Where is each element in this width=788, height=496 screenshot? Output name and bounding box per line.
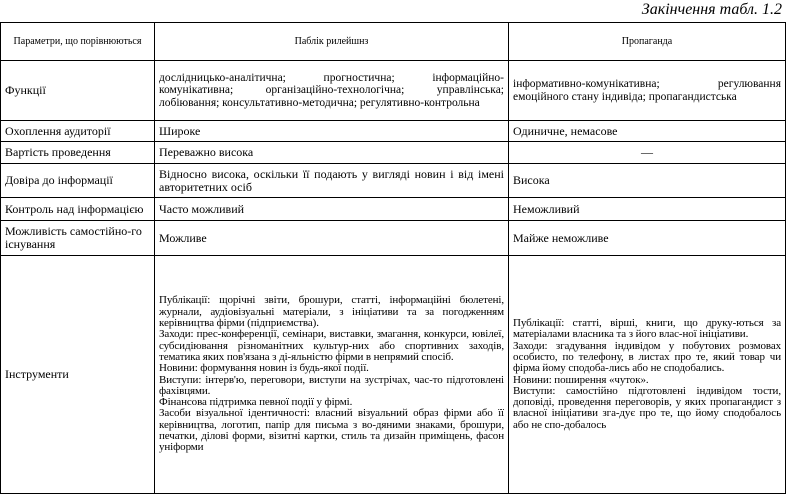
row-tools-prop xyxy=(509,256,786,494)
comparison-table xyxy=(0,22,786,494)
row-audience-prop: Одиничне, немасове xyxy=(509,121,786,142)
table-row xyxy=(1,256,786,494)
tools-pr-visual-identity: Засоби візуальної ідентичності: власний візуальний образ фірми або її керівництва, логотип, папір для письма з во-дяними знаками, брошури, печатки, ділові форми, візитні картки, стиль та дизайн приміщень, фасон уніформи xyxy=(159,407,504,454)
tools-pr-funding: Фінансова підтримка певної події у фірмі. xyxy=(159,396,353,409)
tools-prop-publications: Публікації: статті, вірші, книги, що друку-ються за матеріалами власника та з його влас-ної ініціативи. xyxy=(513,317,781,341)
row-tools-param: Інструменти xyxy=(1,256,155,494)
row-control-param: Контроль над інформацією xyxy=(1,198,155,221)
header-public-relations: Паблік рилейшнз xyxy=(155,23,509,61)
row-functions-param: Функції xyxy=(1,61,155,121)
row-audience-param: Охоплення аудиторії xyxy=(1,121,155,142)
tools-pr-publications: Публікації: щорічні звіти, брошури, статті, інформаційні бюлетені, журнали, аудіовізуальні матеріали, з ініціативи та за погодженням керівництва фірми (підприємства). xyxy=(159,294,504,330)
row-cost-prop: — xyxy=(509,142,786,164)
row-independence-prop: Майже неможливе xyxy=(509,221,786,256)
row-trust-param: Довіра до інформації xyxy=(1,164,155,198)
table-row xyxy=(1,221,786,256)
row-functions-prop: інформативно-комунікативна; регулювання емоційного стану індивіда; пропагандистська xyxy=(509,61,786,121)
row-functions-pr: дослідницько-аналітична; прогностична; інформаційно-комунікативна; організаційно-технологічна; управлінська; лобіювання; консультативно-методична; регулятивно-контрольна xyxy=(155,61,509,121)
table-row xyxy=(1,121,786,142)
row-trust-pr: Відносно висока, оскільки її подають у вигляді новин і від імені авторитетних осіб xyxy=(155,164,509,198)
tools-prop-news: Новини: поширення «чуток». xyxy=(513,373,649,386)
tools-prop-events: Заходи: згадування індивідом у побутових розмовах особисто, по телефону, в листах про те, який товар чи фірма йому сподоба-лись або не сподобались. xyxy=(513,339,781,375)
table-header-row xyxy=(1,23,786,61)
row-tools-pr xyxy=(155,256,509,494)
tools-prop-speeches: Виступи: самостійно підготовлені індивідом тости, доповіді, проведення переговорів, у яких пропагандист з власної ініціативи зга-дує про те, що йому сподобалось або не спо-добалось xyxy=(513,384,781,431)
row-audience-pr: Широке xyxy=(155,121,509,142)
row-independence-param: Можливість самостійно-го існування xyxy=(1,221,155,256)
row-cost-pr: Переважно висока xyxy=(155,142,509,164)
header-propaganda: Пропаганда xyxy=(509,23,786,61)
tools-pr-news: Новини: формування новин із будь-якої події. xyxy=(159,362,369,375)
tools-pr-speeches: Виступи: інтерв'ю, переговори, виступи на зустрічах, час-то підготовлені фахівцями. xyxy=(159,373,504,397)
table-row xyxy=(1,164,786,198)
row-control-pr: Часто можливий xyxy=(155,198,509,221)
table-caption: Закінчення табл. 1.2 xyxy=(641,1,782,18)
tools-pr-events: Заходи: прес-конференції, семінари, виставки, змагання, конкурси, ювілеї, субсидіювання різноманітних культур-них або спортивних заходів, тематика яких пов'язана з ді-яльністю фірми в непрямий спосіб. xyxy=(159,328,504,363)
table-row xyxy=(1,142,786,164)
table-row xyxy=(1,198,786,221)
row-cost-param: Вартість проведення xyxy=(1,142,155,164)
header-parameters: Параметри, що порівнюються xyxy=(1,23,155,61)
row-independence-pr: Можливе xyxy=(155,221,509,256)
table-row xyxy=(1,61,786,121)
row-trust-prop: Висока xyxy=(509,164,786,198)
row-control-prop: Неможливий xyxy=(509,198,786,221)
